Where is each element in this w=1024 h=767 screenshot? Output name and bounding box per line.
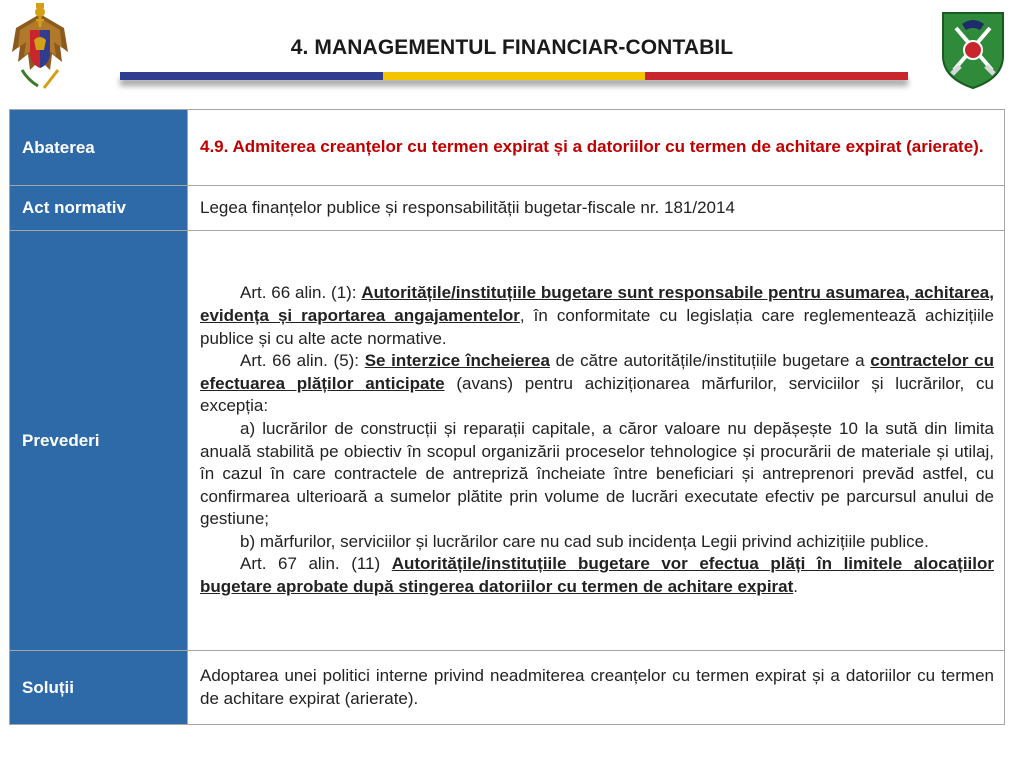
row-label-act-normativ: Act normativ <box>10 186 188 231</box>
tricolor-stripe <box>120 72 908 80</box>
provision-item-b: b) mărfurilor, serviciilor și lucrărilor care nu cad sub incidența Legii privind achizițiile publice. <box>240 531 929 551</box>
table-row <box>10 651 1005 725</box>
stripe-yellow <box>383 72 646 80</box>
table-row <box>10 186 1005 231</box>
provision-ref: Art. 66 alin. (1): <box>240 283 362 303</box>
provision-item-a: a) lucrărilor de construcții și reparații capitale, a căror valoare nu depășește 10 la sută din limita anuală stabilită pe obiectiv în scopul organizării proceselor tehnologice și procurării de materiale și utilaj, în cazul în care contractele de antrepriză încheiate între beneficiari și antreprenori prevăd astfel, cu confirmarea ulterioară a sumelor plătite prin volume de lucrări executate efectiv pe parcursul anului de gestiune; <box>200 418 994 529</box>
table-row <box>10 231 1005 651</box>
stripe-blue <box>120 72 383 80</box>
row-value-act-normativ: Legea finanțelor publice și responsabilității bugetar-fiscale nr. 181/2014 <box>188 186 1005 231</box>
stripe-red <box>645 72 908 80</box>
row-value-abaterea <box>188 110 1005 186</box>
row-label-abaterea: Abaterea <box>10 110 188 186</box>
provision-ref: Art. 67 alin. (11) <box>240 554 392 574</box>
provision-emphasis: Se interzice încheierea <box>364 351 550 371</box>
findings-table <box>9 109 1005 725</box>
provision-text: (avans) pentru achiziționarea mărfurilor, serviciilor și lucrărilor, cu excepția: <box>200 373 994 416</box>
deviation-text: 4.9. Admiterea creanțelor cu termen expirat și a datoriilor cu termen de achitare expirat (arierate). <box>200 137 984 157</box>
provision-art66-1 <box>200 282 994 350</box>
row-label-solutii: Soluții <box>10 651 188 725</box>
row-label-prevederi: Prevederi <box>10 231 188 651</box>
provision-ref: Art. 66 alin. (5): <box>240 351 365 371</box>
row-value-prevederi <box>188 231 1005 651</box>
provision-emphasis: contractelor cu efectuarea plăților anticipate <box>200 351 995 393</box>
row-value-solutii: Adoptarea unei politici interne privind neadmiterea creanțelor cu termen expirat și a datoriilor cu termen de achitare expirat (arierate). <box>188 651 1005 725</box>
provision-text: de către autoritățile/instituțiile bugetare a <box>549 351 871 371</box>
table-row <box>10 110 1005 186</box>
provision-text: , în conformitate cu legislația care reglementează achizițiile publice și cu alte acte normative. <box>200 305 995 348</box>
provision-emphasis: Autoritățile/instituțiile bugetare vor efectua plăți în limitele alocațiilor bugetare aprobate după stingerea datoriilor cu termen de achitare expirat <box>200 554 994 597</box>
agency-emblem-logo <box>940 10 1006 90</box>
provision-emphasis: Autoritățile/instituțiile bugetare sunt responsabile pentru asumarea, achitarea, evidența și raportarea angajamentelor <box>200 283 994 325</box>
page-title: 4. MANAGEMENTUL FINANCIAR-CONTABIL <box>290 36 734 59</box>
provision-art67-11 <box>200 553 994 598</box>
provision-art66-5 <box>200 350 994 418</box>
provision-text: . <box>793 577 799 597</box>
